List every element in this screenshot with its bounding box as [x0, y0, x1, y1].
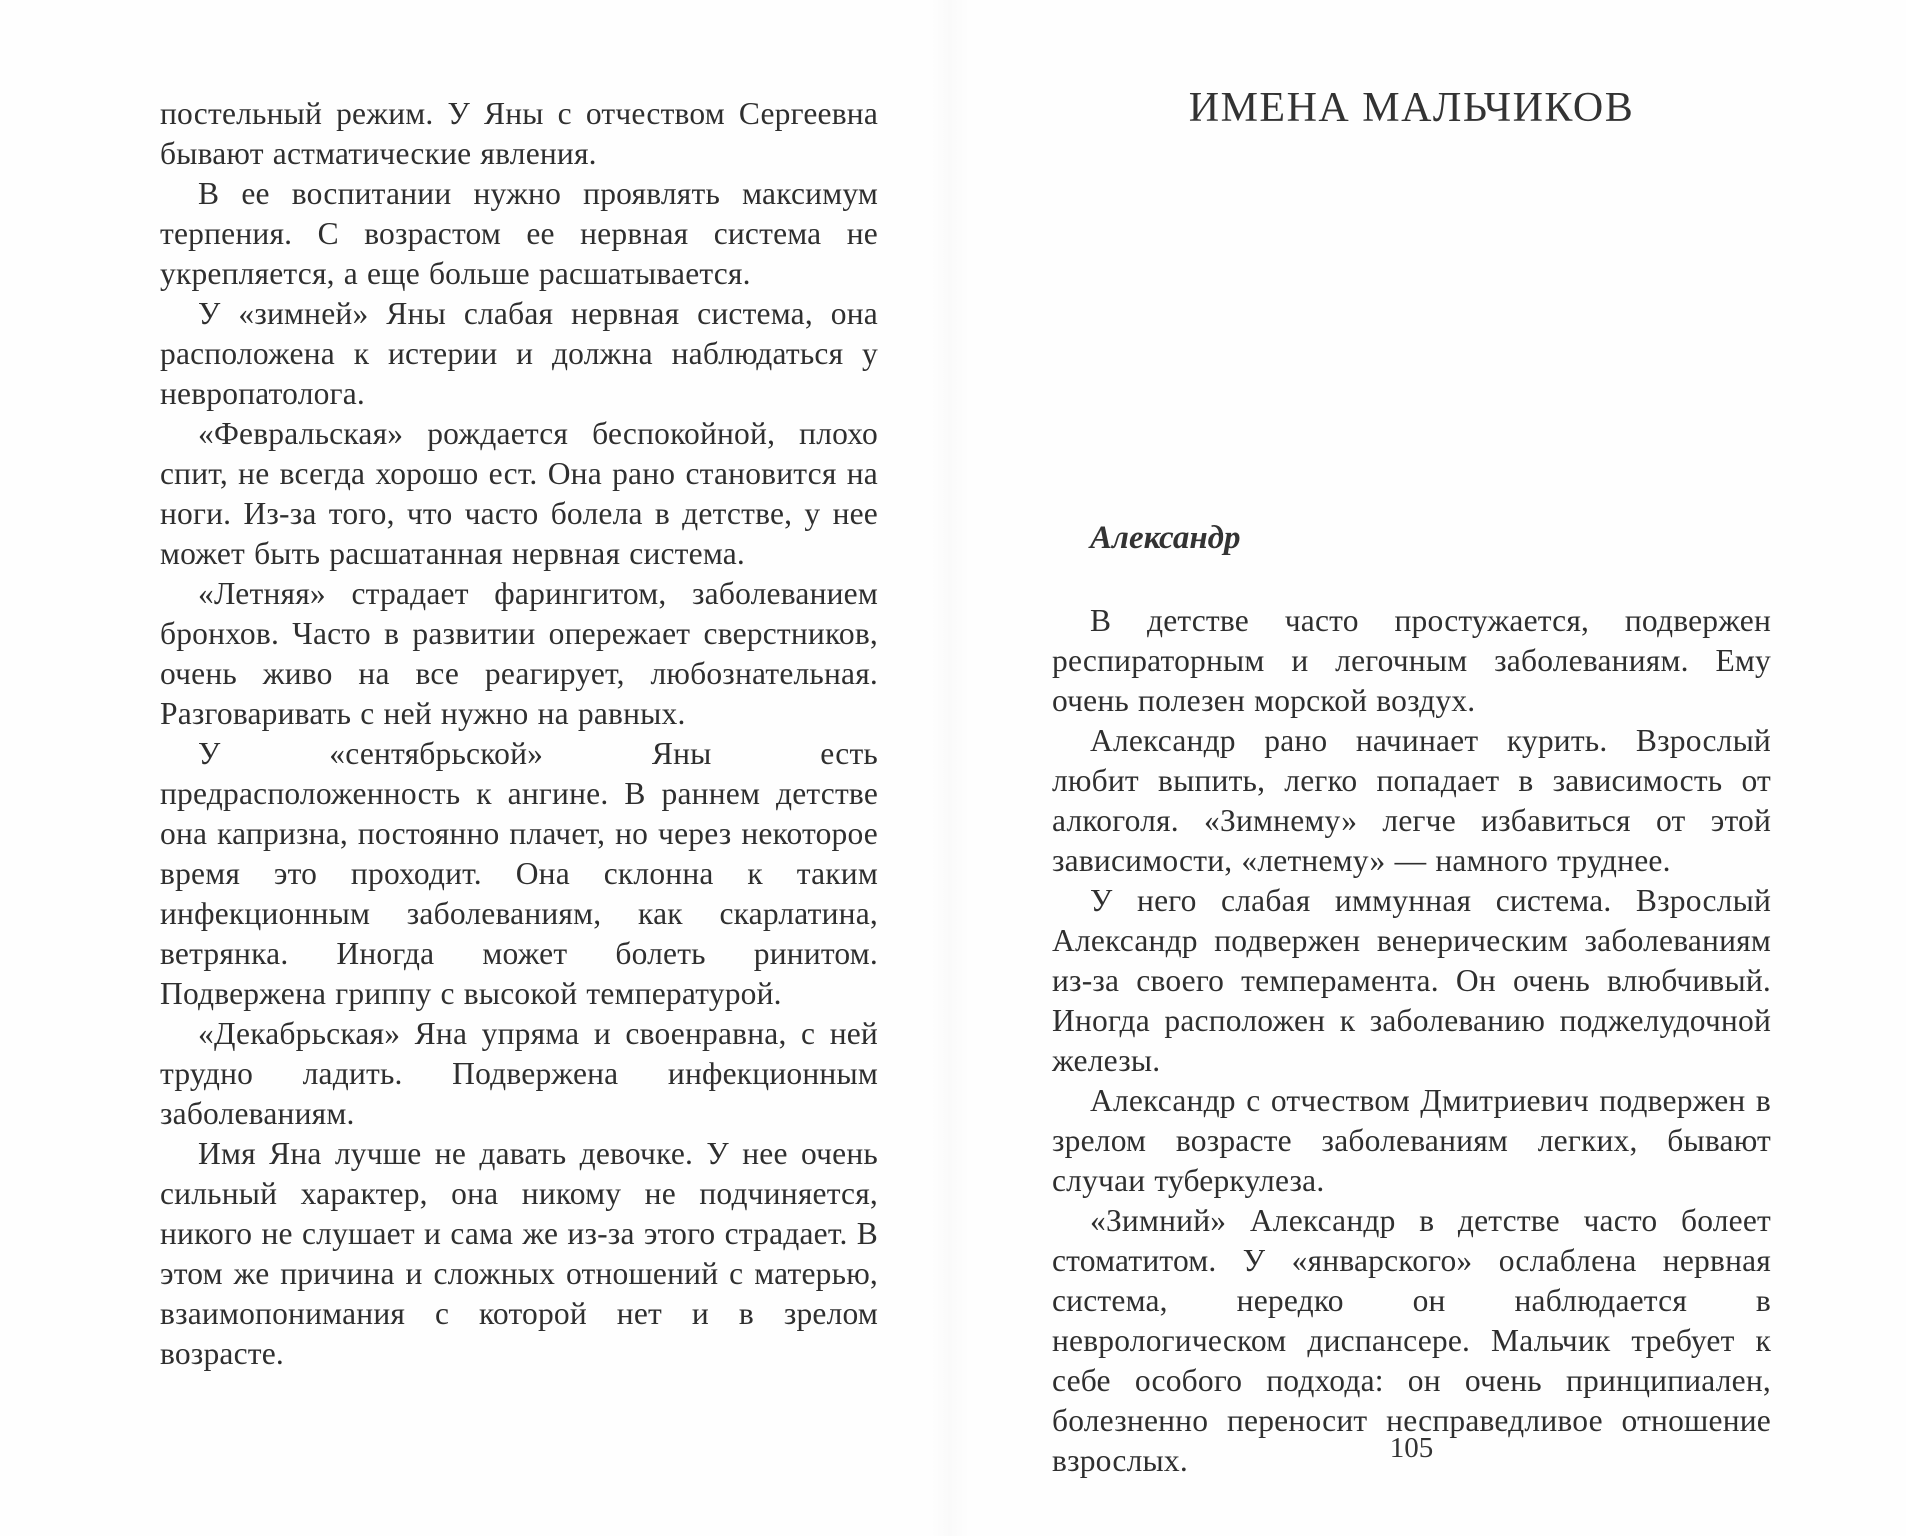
- paragraph: «Летняя» страдает фарингитом, заболеванием бронхов. Часто в развитии опережает сверстников, очень живо на все реагирует, любознательная. Разговаривать с ней нужно на равных.: [160, 576, 878, 731]
- right-page: [1052, 0, 1771, 1536]
- left-page-body: [160, 94, 878, 1374]
- right-page-body: [1052, 601, 1771, 1481]
- page-number: 105: [1389, 1432, 1434, 1464]
- chapter-title: ИМЕНА МАЛЬЧИКОВ: [1188, 85, 1635, 131]
- paragraph: «Февральская» рождается беспокойной, плохо спит, не всегда хорошо ест. Она рано становится на ноги. Из-за того, что часто болела в детстве, у нее может быть расшатанная нервная система.: [160, 416, 878, 571]
- paragraph: «Декабрьская» Яна упряма и своенравна, с ней трудно ладить. Подвержена инфекционным заболеваниям.: [160, 1016, 878, 1131]
- section-heading: Александр: [1090, 520, 1241, 556]
- paragraph: Александр рано начинает курить. Взрослый любит выпить, легко попадает в зависимость от алкоголя. «Зимнему» легче избавиться от этой зависимости, «летнему» — намного труднее.: [1052, 723, 1771, 878]
- paragraph: «Зимний» Александр в детстве часто болеет стоматитом. У «январского» ослаблена нервная система, нередко он наблюдается в неврологическом диспансере. Мальчик требует к себе особого подхода: он очень принципиален, болезненно переносит несправедливое отношение взрослых.: [1052, 1203, 1771, 1478]
- paragraph: постельный режим. У Яны с отчеством Сергеевна бывают астматические явления.: [160, 96, 878, 171]
- paragraph: В детстве часто простужается, подвержен респираторным и легочным заболеваниям. Ему очень полезен морской воздух.: [1052, 603, 1771, 718]
- paragraph: Александр с отчеством Дмитриевич подвержен в зрелом возрасте заболеваниям легких, бывают случаи туберкулеза.: [1052, 1083, 1771, 1198]
- left-page: [160, 0, 878, 1536]
- paragraph: В ее воспитании нужно проявлять максимум терпения. С возрастом ее нервная система не укрепляется, а еще больше расшатывается.: [160, 176, 878, 291]
- paragraph: У «сентябрьской» Яны есть предрасположенность к ангине. В раннем детстве она капризна, постоянно плачет, но через некоторое время это проходит. Она склонна к таким инфекционным заболеваниям, как скарлатина, ветрянка. Иногда может болеть ринитом. Подвержена гриппу с высокой температурой.: [160, 736, 878, 1011]
- book-gutter: [930, 0, 970, 1536]
- paragraph: У «зимней» Яны слабая нервная система, она расположена к истерии и должна наблюдаться у невропатолога.: [160, 296, 878, 411]
- paragraph: У него слабая иммунная система. Взрослый Александр подвержен венерическим заболеваниям из-за своего темперамента. Он очень влюбчивый. Иногда расположен к заболеванию поджелудочной железы.: [1052, 883, 1771, 1078]
- paragraph: Имя Яна лучше не давать девочке. У нее очень сильный характер, она никому не подчиняется, никого не слушает и сама же из-за этого страдает. В этом же причина и сложных отношений с матерью, взаимопонимания с которой нет и в зрелом возрасте.: [160, 1136, 878, 1371]
